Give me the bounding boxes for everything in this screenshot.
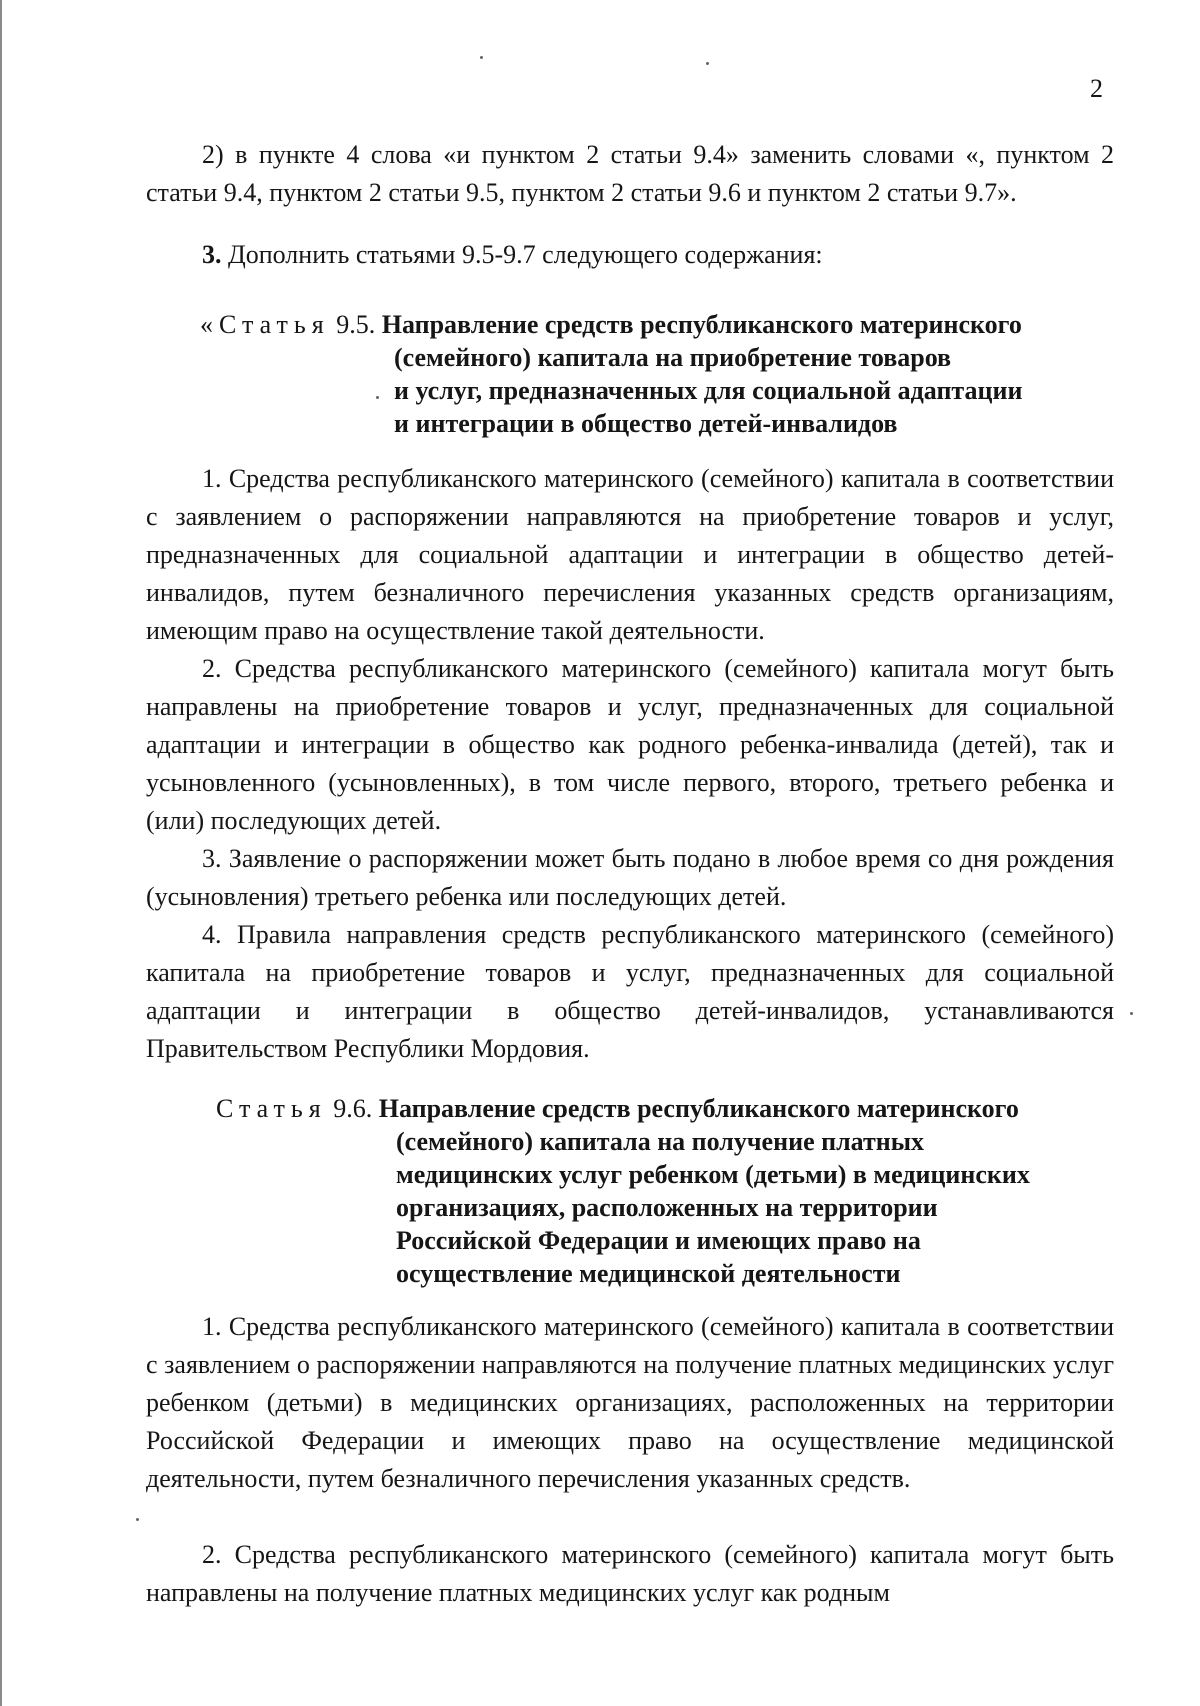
- article-title-line: и интеграции в общество детей-инвалидов: [394, 409, 898, 438]
- article-title-line: и услуг, предназначенных для социальной адаптации: [394, 376, 1023, 405]
- paragraph-text: Дополнить статьями 9.5-9.7 следующего содержания:: [221, 240, 823, 269]
- article-95-item-1: 1. Средства республиканского материнского (семейного) капитала в соответствии с заявлением о распоряжении направляются на приобретение товаров и услуг, предназначенных для социальной адаптации и интеграции в общество детей-инвалидов, путем безналичного перечисления указанных средств организациям, имеющим право на осуществление такой деятельности.: [146, 464, 1114, 645]
- article-title-line: (семейного) капитала на приобретение товаров: [394, 343, 952, 372]
- article-title-line: медицинских услуг ребенком (детьми) в медицинских: [396, 1160, 1030, 1189]
- scan-speck: [480, 56, 483, 59]
- article-95-item-4: 4. Правила направления средств республиканского материнского (семейного) капитала на приобретение товаров и услуг, предназначенных для социальной адаптации и интеграции в общество детей-инвалидов, устанавливаются Правительством Республики Мордовия.: [146, 920, 1114, 1063]
- article-95-item-3: 3. Заявление о распоряжении может быть подано в любое время со дня рождения (усыновления) третьего ребенка или последующих детей.: [146, 844, 1114, 911]
- paragraph-amendment-2: 2) в пункте 4 слова «и пунктом 2 статьи 9.4» заменить словами «, пунктом 2 статьи 9.4, пунктом 2 статьи 9.5, пунктом 2 статьи 9.6 и пунктом 2 статьи 9.7».: [146, 140, 1114, 207]
- article-title-line: организациях, расположенных на территории: [396, 1193, 938, 1222]
- article-96-item-2: 2. Средства республиканского материнского (семейного) капитала могут быть направлены на получение платных медицинских услуг как родным: [146, 1540, 1114, 1607]
- article-96-item-1: 1. Средства республиканского материнского (семейного) капитала в соответствии с заявлением о распоряжении направляются на получение платных медицинских услуг ребенком (детьми) в медицинских организациях, расположенных на территории Российской Федерации и имеющих право на осуществление медицинской деятельности, путем безналичного перечисления указанных средств.: [146, 1312, 1114, 1493]
- article-95-item-2: 2. Средства республиканского материнского (семейного) капитала могут быть направлены на приобретение товаров и услуг, предназначенных для социальной адаптации и интеграции в общество как родного ребенка-инвалида (детей), так и усыновленного (усыновленных), в том числе первого, второго, третьего ребенка и (или) последующих детей.: [146, 654, 1114, 835]
- article-95-heading: [200, 308, 1120, 440]
- article-title-line: Направление средств республиканского материнского: [378, 1094, 1019, 1123]
- paragraph-amendment-3: [146, 236, 1114, 274]
- page-number: 2: [1090, 74, 1103, 103]
- scan-speck: [376, 396, 379, 399]
- scan-edge-line: [0, 0, 2, 1706]
- article-title-line: осуществление медицинской деятельности: [396, 1259, 901, 1288]
- scan-speck: [706, 62, 709, 65]
- article-96-heading: [216, 1092, 1136, 1290]
- scan-speck: [136, 1518, 139, 1521]
- article-number: 9.5.: [329, 310, 382, 339]
- paragraph-number: 3.: [202, 240, 222, 269]
- article-title-line: Российской Федерации и имеющих право на: [396, 1226, 921, 1255]
- scan-speck: [1130, 1012, 1133, 1015]
- article-prefix: Статья: [216, 1094, 327, 1123]
- article-title-line: (семейного) капитала на получение платных: [396, 1127, 925, 1156]
- article-prefix: «Статья: [200, 310, 330, 339]
- article-title-line: Направление средств республиканского материнского: [381, 310, 1022, 339]
- article-number: 9.6.: [326, 1094, 379, 1123]
